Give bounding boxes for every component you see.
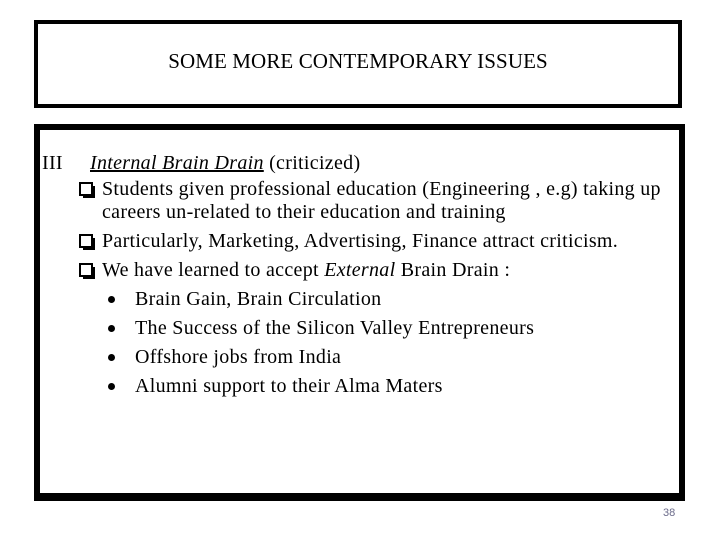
bullet-dot-icon — [108, 296, 115, 303]
section-heading — [42, 149, 672, 178]
point-text: We have learned to accept — [102, 259, 325, 281]
subpoint-item — [42, 343, 672, 372]
subpoint-item — [42, 314, 672, 343]
bullet-dot-icon — [108, 383, 115, 390]
square-bullet-icon — [79, 234, 96, 250]
point-text: Particularly, Marketing, Advertising, Finance attract criticism. — [102, 230, 619, 252]
slide-content — [42, 149, 672, 407]
point-item — [42, 178, 672, 224]
point-emphasis: External — [324, 259, 396, 281]
title-box — [34, 20, 682, 108]
subpoint-list — [102, 285, 672, 401]
subpoint-text: Brain Gain, Brain Circulation — [135, 288, 382, 310]
subpoint-item — [42, 372, 672, 401]
subpoint-text: Alumni support to their Alma Maters — [135, 375, 443, 397]
bullet-dot-icon — [108, 325, 115, 332]
subpoint-text: The Success of the Silicon Valley Entrepreneurs — [135, 317, 535, 339]
point-list — [42, 178, 672, 401]
page-number: 38 — [663, 507, 676, 519]
subpoint-text: Offshore jobs from India — [135, 346, 342, 368]
section-topic: Internal Brain Drain — [90, 152, 264, 174]
slide-title: SOME MORE CONTEMPORARY ISSUES — [168, 48, 548, 73]
section-note: (criticized) — [269, 152, 361, 174]
square-bullet-icon — [79, 263, 96, 279]
subpoint-item — [42, 285, 672, 314]
point-item — [42, 259, 672, 401]
point-text: Students given professional education (Engineering , e.g) taking up careers un-related to their education and training — [102, 178, 661, 223]
point-text-tail: Brain Drain : — [395, 259, 511, 281]
bullet-dot-icon — [108, 354, 115, 361]
point-item — [42, 230, 672, 253]
section-numeral: III — [42, 152, 63, 174]
square-bullet-icon — [79, 182, 96, 198]
